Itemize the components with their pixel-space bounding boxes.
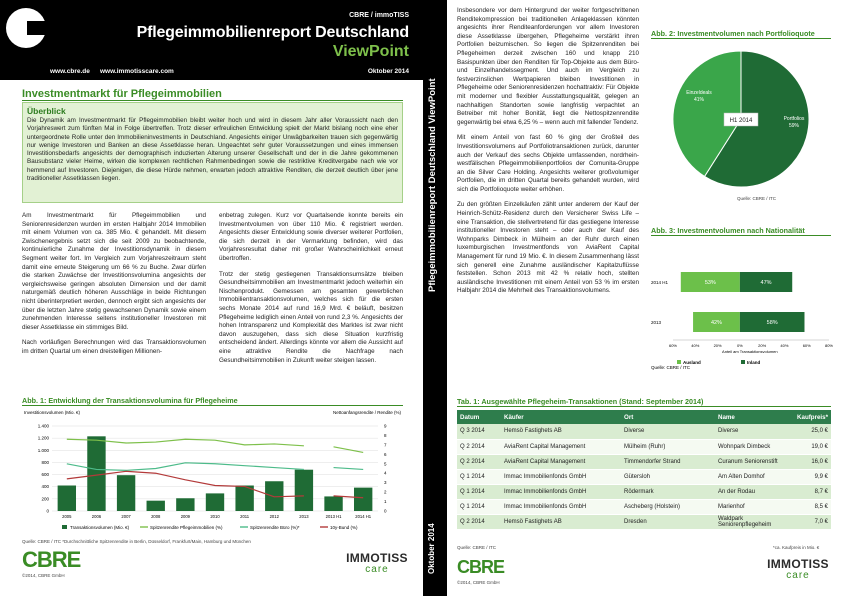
table-source: Quelle: CBRE / ITC: [457, 545, 497, 550]
table-cell: Q 2 2014: [457, 514, 501, 529]
x-tick: 2010: [210, 514, 220, 519]
col-header: Name: [715, 410, 793, 424]
bar-transaktionsvolumen: [87, 436, 105, 511]
cbre-logo-right: CBRE: [457, 557, 505, 577]
y-tick: 1.200: [37, 435, 49, 441]
bar-transaktionsvolumen: [206, 493, 224, 511]
y2-axis-label: Nettoanfangsrendite / Rendite (%): [332, 410, 401, 415]
x-tick: 2007: [121, 514, 131, 519]
table-row: [457, 469, 831, 484]
y-tick: 1.400: [37, 423, 49, 429]
legend-swatch-ausland: [677, 360, 681, 364]
x-tick: 40%: [691, 343, 700, 348]
immotiss-url[interactable]: www.immotisscare.com: [100, 68, 174, 75]
table-note: *ca. Kaufpreis in Mio. €: [773, 545, 820, 550]
table-cell: Hemsö Fastighets AB: [501, 514, 621, 529]
row-label: 2013: [651, 320, 662, 325]
table-row: [457, 424, 831, 439]
y-tick: 200: [41, 496, 49, 502]
copyright: ©2014, CBRE GmbH: [22, 573, 65, 578]
y2-tick: 4: [384, 470, 387, 476]
x-tick: 2009: [180, 514, 191, 519]
table-cell: An der Rodau: [715, 484, 793, 499]
bar-transaktionsvolumen: [147, 501, 165, 511]
nationality-bar-chart: [651, 240, 834, 370]
table-cell: 8,5 €: [793, 499, 831, 514]
x-tick: 2008: [151, 514, 161, 519]
cbre-url[interactable]: www.cbre.de: [50, 68, 90, 75]
col-header: Käufer: [501, 410, 621, 424]
copyright-right: ©2014, CBRE GmbH: [457, 580, 500, 585]
paragraph: Am Investmentmarkt für Pflegeimmobilien und Seniorenresidenzen wurden im ersten Halbjahr 2014 Immobilien mit einem Volumen von ca. 385 Mio. € gehandelt. Mit diesem Zwischenergebnis setzt sich die seit 2009 zu beobachtende, kontinuierliche Zunahme der Investitionsdynamik in diesem Segment weiter fort. Im Vergleich zum Vorjahreszeitraum steht damit eine erneute Steigerung um 66 % zu Buche. Zwar dürfen die starken Zuwächse der Investitionsvolumina angesichts der vergleichsweise geringen absoluten Dimension und der damit naturgemäß deutlich höheren Ausschläge in beide Richtungen nicht überinterpretiert werden, dennoch ergibt sich angesichts der über die letzten Jahre stetig gewachsenen Dynamik sowie einem zunehmenden Interesse seitens institutioneller Investoren mit dieser Assetklasse ein stimmiges Bild.: [22, 212, 206, 331]
legend-label: Spitzenrendite Pflegeimmobilien (%): [150, 525, 223, 530]
paragraph: Nach vorläufigen Berechnungen wird das Transaktionsvolumen im dritten Quartal um einen dreistelligen Millionen-: [22, 339, 206, 355]
header-brand: CBRE / immoTISS: [349, 12, 409, 19]
paragraph: Trotz der stetig gestiegenen Transaktionsumsätze bleiben Gesundheitsimmobilien am Investmentmarkt jedoch weiterhin ein Nischenprodukt. Gemessen am gesamten gewerblichen Immobilientransaktionsvolumen, welches sich für die ersten sechs Monate 2014 auf rund 16,9 Mrd. € beläuft, besitzen Pflegeheime lediglich einen Anteil von rund 2,3 %. Angesichts der hohen Intransparenz und Komplexität des Marktes ist zwar nicht davon auszugehen, dass sich diese Situation kurzfristig entscheidend ändert. Allerdings könnte vor allem die Aussicht auf eine attraktive Rendite die Nachfrage nach Gesundheitsimmobilien in Zukunft weiter steigen lassen.: [219, 270, 403, 364]
table-cell: Marienhof: [715, 499, 793, 514]
bar-label-inland: 58%: [766, 320, 778, 326]
y2-tick: 0: [384, 508, 387, 514]
bar-label-inland: 47%: [760, 280, 772, 286]
line-spitzenrendite-buero: [334, 468, 364, 470]
y-tick: 0: [46, 508, 49, 514]
x-tick: 2012: [269, 514, 279, 519]
pie-label-einzeldeals: Einzeldeals: [686, 90, 712, 96]
bar-label-ausland: 53%: [704, 280, 716, 286]
immotiss-logo-right: IMMOTISS care: [767, 557, 829, 581]
table-cell: Q 1 2014: [457, 484, 501, 499]
immotiss-logo: IMMOTISS care: [346, 551, 408, 575]
y2-tick: 3: [384, 480, 387, 486]
table-cell: AviaRent Capital Management: [501, 454, 621, 469]
table-cell: Q 1 2014: [457, 469, 501, 484]
bar-transaktionsvolumen: [354, 488, 372, 511]
paragraph: enbetrag zulegen. Kurz vor Quartalsende konnte bereits ein Investmentvolumen von über 110 Mio. € registriert werden. Angesichts dieser Entwicklung sowie diverser weiterer Portfolien, die sich derzeit in der Vermarktung befinden, wird das Vorjahresresultat daher mit großer Wahrscheinlichkeit erneut übertroffen.: [219, 212, 403, 262]
table-row: [457, 514, 831, 529]
y2-tick: 6: [384, 451, 387, 457]
pie-value-portfolios: 59%: [788, 123, 800, 129]
col-header: Datum: [457, 410, 501, 424]
left-column-2: [219, 212, 403, 372]
bar-transaktionsvolumen: [58, 486, 76, 512]
paragraph: Insbesondere vor dem Hintergrund der weiter fortgeschrittenen Renditekompression bei traditionellen Anlageklassen könnten angesichts ihrer Renditeanforderungen vor allem Investoren diese Assetklasse übergehen, Pflegeheime verstärkt ihren Portfolien beizumischen. So liegen die Spitzenrenditen bei Pflegeheimen derzeit zwischen 160 und knapp 210 Basispunkten über den Renditen für Top-Objekte aus dem Büro- und Einzelhandelssegment. Und auch im Vergleich zu festverzinslichen Wertpapieren bleiben Investitionen in Pflegeheime oder Seniorenresidenzen hochattraktiv: Für Objekte mit moderner und flexibler Ausstattungsqualität, gelegen an nachhaltigen Standorten sowie langfristig verpachtet an Betreiber mit hoher Bonität, liegt die Nettospitzenrendite gegenwärtig bei etwa 6,25 % – wenn auch mit fallender Tendenz.: [457, 7, 639, 126]
y-tick: 400: [41, 484, 49, 490]
table-cell: Q 1 2014: [457, 499, 501, 514]
y2-tick: 7: [384, 442, 387, 448]
paragraph: Zu den größten Einzelkäufen zählt unter anderem der Kauf der Heinrich-Schütz-Residenz durch den Versicherer Swiss Life – eine Transaktion, die stellvertretend für das gestiegene Interesse institutioneller Investoren steht – oder auch der Kauf des Wohnparks Dimbeck in Mülheim an der Ruhr durch einen luxemburgischen Investmentfonds von AviaRent Capital Management für rund 19 Mio. €. In diesem Zusammenhang lässt sich generell eine Zunahme ausländischer Kapitalzuflüsse feststellen. Schon 2013 mit 42 % relativ hoch, stellten ausländische Investitionen mit einem Anteil von 53 % im ersten Halbjahr 2014 die Mehrheit des Transaktionsvolumens.: [457, 201, 639, 295]
y-tick: 1.000: [37, 447, 49, 453]
bar-transaktionsvolumen: [324, 496, 342, 511]
report-title: Pflegeimmobilienreport Deutschland: [136, 24, 409, 41]
table-cell: 9,9 €: [793, 469, 831, 484]
col-header: Ort: [621, 410, 715, 424]
y2-tick: 9: [384, 423, 387, 429]
chart1-source: Quelle: CBRE / ITC *Durchschnittliche Spitzenrendite in Berlin, Düsseldorf, Frankfurt/Main, Hamburg und München: [22, 539, 251, 544]
table-cell: Timmendorfer Strand: [621, 454, 715, 469]
table-cell: Q 2 2014: [457, 439, 501, 454]
y2-tick: 1: [384, 499, 387, 505]
x-tick: 2014 H1: [355, 514, 372, 519]
table-cell: 7,0 €: [793, 514, 831, 529]
chart1-title: Abb. 1: Entwicklung der Transaktionsvolumina für Pflegeheime: [22, 396, 238, 405]
table-title: Tab. 1: Ausgewählte Pflegeheim-Transaktionen (Stand: September 2014): [457, 397, 704, 406]
legend-ausland: Ausland: [683, 360, 701, 365]
overview-heading: Überblick: [27, 106, 66, 116]
cbre-c-logo-icon: [6, 8, 46, 48]
y-axis-label: Investitionsvolumen (Mio. €): [24, 410, 81, 415]
overview-box: [22, 102, 403, 203]
x-tick: 2005: [62, 514, 72, 519]
spine-title: Pflegeimmobilienreport Deutschland ViewPoint: [427, 78, 438, 292]
table-cell: Waldpark Seniorenpflegeheim: [715, 514, 793, 529]
table-cell: Diverse: [621, 424, 715, 439]
spine-date: Oktober 2014: [427, 523, 436, 574]
y-tick: 600: [41, 472, 49, 478]
pie-value-einzeldeals: 41%: [693, 97, 705, 103]
table-cell: 25,0 €: [793, 424, 831, 439]
table-row: [457, 484, 831, 499]
table-cell: Immac Immobilienfonds GmbH: [501, 499, 621, 514]
table-row: [457, 439, 831, 454]
spine: [423, 0, 447, 596]
table-cell: Am Alten Domhof: [715, 469, 793, 484]
paragraph: Mit einem Anteil von fast 60 % ging der Großteil des Investitionsvolumens auf Portfoliotransaktionen zurück, darunter auch der Verkauf des sechs Objekte umfassenden, nordrhein-westfälischen Pflegeimmobilienportfolios der Comunita-Gruppe an die Silver Care Holding. Angesichts weiterer großvolumiger Portfolien, die im dritten Quartal bereits gehandelt wurden, wird sich die Portfolioquote weiter erhöhen.: [457, 134, 639, 193]
y2-tick: 5: [384, 461, 387, 467]
table-cell: AviaRent Capital Management: [501, 439, 621, 454]
bar-transaktionsvolumen: [117, 475, 135, 511]
chart2-title: Abb. 2: Investmentvolumen nach Portfolioquote: [651, 29, 815, 38]
y2-tick: 8: [384, 432, 387, 438]
table-cell: Q 3 2014: [457, 424, 501, 439]
table-cell: Gütersloh: [621, 469, 715, 484]
table-cell: Immac Immobilienfonds GmbH: [501, 484, 621, 499]
x-tick: 2013: [299, 514, 309, 519]
pie-center-label: H1 2014: [729, 118, 753, 124]
x-tick: 20%: [713, 343, 722, 348]
row-label: 2014 H1: [651, 280, 669, 285]
y2-tick: 2: [384, 489, 387, 495]
chart2-source: Quelle: CBRE / ITC: [737, 196, 777, 201]
table-cell: Dresden: [621, 514, 715, 529]
x-tick: 0%: [736, 343, 743, 348]
legend-label: 10y-Bund (%): [330, 525, 358, 530]
x-tick: 60%: [668, 343, 678, 348]
legend-swatch: [62, 525, 67, 529]
right-page: [447, 0, 843, 596]
x-tick: 2013 H1: [325, 514, 342, 519]
x-tick: 2006: [91, 514, 102, 519]
legend-inland: Inland: [747, 360, 761, 365]
table-cell: Q 2 2014: [457, 454, 501, 469]
header-band: [0, 0, 423, 80]
x-tick: 20%: [758, 343, 767, 348]
transactions-table: [457, 410, 831, 530]
table-cell: Ascheberg (Holstein): [621, 499, 715, 514]
bar-label-ausland: 42%: [710, 320, 722, 326]
table-cell: Hemsö Fastighets AB: [501, 424, 621, 439]
x-tick: 60%: [802, 343, 811, 348]
table-row: [457, 499, 831, 514]
chart3-title: Abb. 3: Investmentvolumen nach Nationalität: [651, 226, 805, 235]
table-cell: 16,0 €: [793, 454, 831, 469]
transaction-volume-chart: [22, 408, 403, 540]
legend-label: Spitzenrendite Büro (%)*: [250, 525, 300, 530]
pie-label-portfolios: Portfolios: [783, 116, 805, 122]
cbre-logo: CBRE: [22, 547, 81, 572]
table-cell: Rödermark: [621, 484, 715, 499]
table-cell: Curanum Seniorenstift: [715, 454, 793, 469]
header-links: [0, 64, 423, 80]
table-cell: Diverse: [715, 424, 793, 439]
x-tick: 80%: [824, 343, 834, 348]
bar-transaktionsvolumen: [176, 498, 194, 511]
legend-swatch-inland: [741, 360, 745, 364]
table-cell: 19,0 €: [793, 439, 831, 454]
chart3-source: Quelle: CBRE / ITC: [651, 365, 691, 370]
x-tick: 2011: [240, 514, 250, 519]
overview-text: Die Dynamik am Investmentmarkt für Pflegeimmobilien bleibt weiter hoch und wird in diesem Jahr aller Voraussicht nach den Vorjahreswert zum fünften Mal in Folge übertreffen. Trotz dieser erfreulichen Entwicklung spielt der Markt bislang noch eine eher untergeordnete Rolle unter den Immobilieninvestments in Deutschland. Angesichts einiger Unwägbarkeiten trauen sich gegenwärtig nur wenige Investoren und Banken an diese Assetklasse heran. Ungeachtet sehr guter Voraussetzungen und eines immensen Investitionsbedarfs angesichts der demographisch induzierten Alterung unserer Gesellschaft und der in die Jahre gekommenen Bausubstanz vieler Heime, wirken die komplexen rechtlichen Rahmenbedingen sowie die restriktive Kreditvergabe nach wie vor hemmend auf Investoren. Diejenigen, die diese Hürde nehmen, erwarten jedoch attraktive Renditen, die derzeit deutlich über jene traditioneller Assetklassen liegen.: [27, 117, 398, 183]
y-tick: 800: [41, 459, 49, 465]
table-cell: Mülheim (Ruhr): [621, 439, 715, 454]
legend-label: Transaktionsvolumen (Mio. €): [70, 525, 130, 530]
header-date: Oktober 2014: [367, 68, 409, 75]
table-cell: Wohnpark Dimbeck: [715, 439, 793, 454]
table-cell: Immac Immobilienfonds GmbH: [501, 469, 621, 484]
col-header: Kaufpreis*: [793, 410, 831, 424]
portfolio-pie-chart: [651, 42, 831, 192]
line-spitzenrendite-pflege: [334, 447, 364, 453]
table-cell: 8,7 €: [793, 484, 831, 499]
x-axis-label: Anteil am Transaktionsvolumen: [722, 349, 778, 354]
left-column-1: [22, 212, 206, 364]
report-subtitle: ViewPoint: [332, 43, 409, 60]
main-title: Investmentmarkt für Pflegeimmobilien: [22, 88, 222, 100]
bar-transaktionsvolumen: [295, 470, 313, 511]
right-column: [457, 7, 639, 303]
x-tick: 40%: [780, 343, 789, 348]
table-row: [457, 454, 831, 469]
